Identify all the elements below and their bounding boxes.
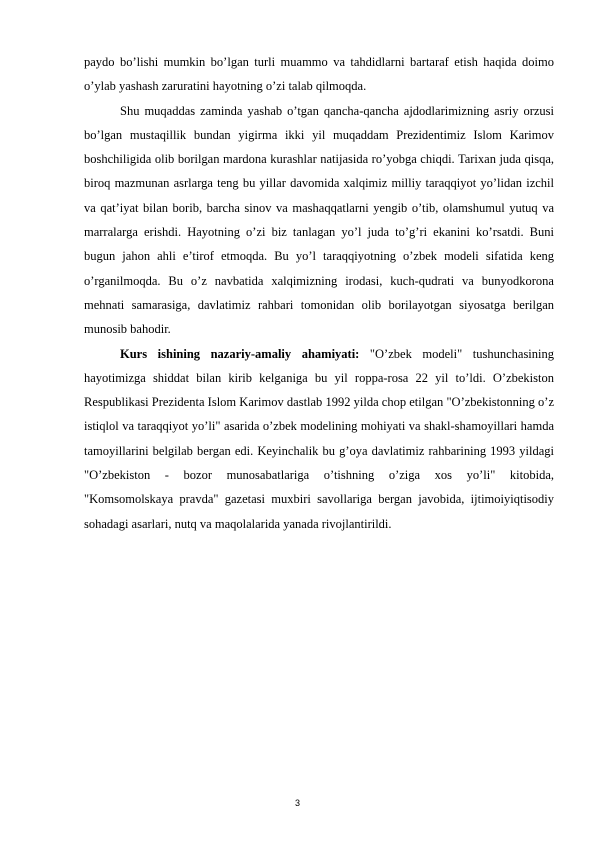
page-number: 3 [294, 798, 300, 808]
paragraph-course-significance [84, 342, 554, 536]
paragraph-text: "O’zbek modeli" tushunchasining hayotimizga shiddat bilan kirib kelganiga bu yil roppa-rosa 22 yil to’ldi. O’zbekiston Respublikasi Prezidenta Islom Karimov dastlab 1992 yilda chop etilgan "O’zbekistonning o’z istiqlol va taraqqiyot yo’li" asarida o’zbek modelining mohiyati va shakl-shamoyillari hamda tamoyillarini belgilab bergan edi. Keyinchalik bu g’oya davlatimiz rahbarining 1993 yildagi "O’zbekiston - bozor munosabatlariga o’tishning o’ziga xos yo’li" kitobida, "Komsomolskaya pravda" gazetasi muxbiri savollariga bergan javobida, ijtimoiyiqtisodiy sohadagi asarlari, nutq va maqolalarida yanada rivojlantirildi. [84, 346, 555, 531]
paragraph-continuation [84, 50, 554, 99]
paragraph-text: paydo bo’lishi mumkin bo’lgan turli muammo va tahdidlarni bartaraf etish haqida doimo o’ylab yashash zaruratini hayotning o’zi talab qilmoqda. [84, 55, 554, 94]
paragraph-text: Shu muqaddas zaminda yashab o’tgan qancha-qancha ajdodlarimizning asriy orzusi bo’lgan mustaqillik bundan yigirma ikki yil muqaddam Prezidentimiz Islom Karimov boshchiligida olib borilgan mardona kurashlar natijasida ro’yobga chiqdi. Tarixan juda qisqa, biroq mazmunan asrlarga teng bu yillar davomida xalqimiz milliy taraqqiyot yo’lidan izchil va qat’iyat bilan borib, barcha sinov va mashaqqatlarni yengib o’tib, olamshumul yutuq va marralarga erishdi. Hayotning o’zi biz tanlagan yo’l juda to’g’ri ekanini ko’rsatdi. Buni bugun jahon ahli e’tirof etmoqda. Bu yo’l taraqqiyotning o’zbek modeli sifatida keng o’rganilmoqda. Bu o’z navbatida xalqimizning irodasi, kuch-qudrati va bunyodkorona mehnati samarasiga, davlatimiz rahbari tomonidan olib borilayotgan siyosatga berilgan munosib bahodir. [84, 103, 554, 337]
paragraph-lead-in: Kurs ishining nazariy-amaliy ahamiyati: [120, 346, 360, 361]
document-page [84, 50, 554, 536]
paragraph-independence [84, 99, 554, 342]
